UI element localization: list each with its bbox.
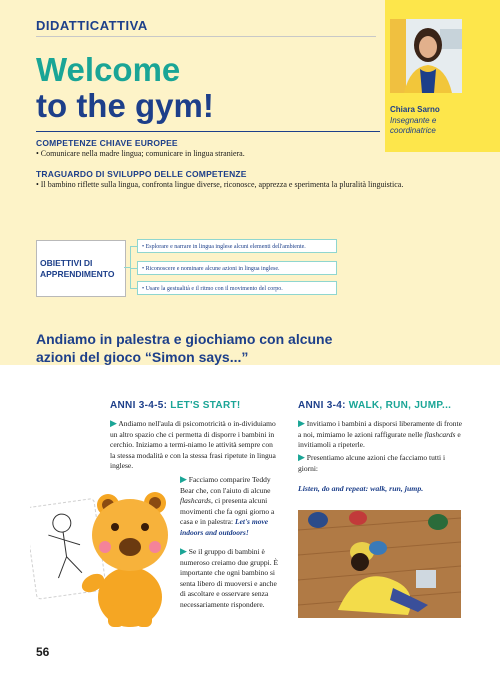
teddy-bear-icon: [30, 485, 185, 630]
left-column-heading: [110, 400, 241, 411]
bullet-arrow-icon: ▶: [110, 418, 117, 428]
left-p2a-text: Facciamo comparire Teddy Bear che, con l'aiuto di alcune: [180, 475, 271, 495]
obiettivi-connector-3: [130, 288, 137, 289]
page-number: 56: [36, 645, 50, 659]
gym-photo: [298, 510, 461, 618]
left-p1-text: Andiamo nell'aula di psicomotricità o in-dividuiamo un altro spazio che ci permetta di disporre i bambini in cerchio. Iniziamo a termi-niamo le attività sempre con la stessa modalità e con la stessa frasi ripetute in lingua inglese.: [110, 419, 276, 470]
bullet-arrow-icon: ▶: [298, 452, 305, 462]
right-p1-flashcards: flashcards: [424, 429, 456, 439]
obiettivi-connector-1: [130, 246, 137, 247]
right-heading-prefix: ANNI 3-4:: [298, 400, 349, 411]
teacher-photo: [390, 19, 462, 93]
left-p2-quote: Let's move indoors and outdoors!: [180, 517, 269, 537]
left-paragraph-1: [110, 418, 280, 472]
teacher-role: Insegnante e coordinatrice: [390, 116, 437, 135]
left-heading-suffix: LET'S START!: [170, 400, 241, 411]
bullet-arrow-icon: ▶: [180, 474, 187, 484]
listen-phrase: Listen, do and repeat: walk, run, jump.: [298, 484, 424, 493]
obiettivi-label: [40, 258, 114, 280]
bullet-arrow-icon: ▶: [180, 546, 187, 556]
activity-subtitle: Andiamo in palestra e giochiamo con alcune azioni del gioco “Simon says...”: [36, 331, 333, 365]
left-paragraph-2: [180, 474, 280, 538]
teacher-name: Chiara Sarno: [390, 105, 440, 114]
left-heading-prefix: ANNI 3-4-5:: [110, 400, 171, 411]
right-paragraph-2: [298, 452, 463, 474]
obiettivi-item: • Esplorare e narrare in lingua inglese alcuni elementi dell'ambiente.: [137, 239, 337, 253]
obiettivi-label-line2: APPRENDIMENTO: [40, 269, 115, 279]
page-title: [36, 52, 214, 124]
right-p1a-text: Invitiamo i bambini a disporsi liberamente di fronte a noi, mimiamo le azioni raffigurate nelle: [298, 419, 462, 439]
left-p2b-text: , ci presenta alcuni movimenti che fa ogni giorno a casa e in palestra:: [180, 496, 275, 526]
obiettivi-connector-2: [130, 268, 137, 269]
page-title-line1: Welcome: [36, 51, 181, 88]
teacher-photo-image: [390, 19, 462, 93]
section-divider: [36, 131, 380, 132]
left-p2-flashcards: flashcards: [180, 496, 211, 505]
bullet-arrow-icon: ▶: [298, 418, 305, 428]
gym-photo-image: [298, 510, 461, 618]
brand-label: DIDATTICATTIVA: [36, 18, 148, 33]
traguardo-text: • Il bambino riflette sulla lingua, confronta lingue diverse, riconosce, apprezza e sperimenta la pluralità linguistica.: [36, 180, 404, 189]
left-p3-text: Se il gruppo di bambini è numeroso creiamo due gruppi. È importante che ogni bambino si senta libero di muoversi e anche di ascoltare e osservare senza necessariamente rispondere.: [180, 547, 279, 609]
obiettivi-item: • Riconoscere e nominare alcune azioni in lingua inglese.: [137, 261, 337, 275]
traguardo-heading: TRAGUARDO DI SVILUPPO DELLE COMPETENZE: [36, 169, 247, 179]
left-paragraph-3: [180, 546, 280, 610]
right-column-heading: [298, 400, 451, 411]
competenze-text: • Comunicare nella madre lingua; comunicare in lingua straniera.: [36, 149, 245, 158]
right-p1b-text: e invitiamoli a ripeterle.: [298, 429, 461, 449]
competenze-heading: COMPETENZE CHIAVE EUROPEE: [36, 138, 178, 148]
teddy-bear-illustration: [30, 485, 185, 630]
obiettivi-item: • Usare la gestualità e il ritmo con il movimento del corpo.: [137, 281, 337, 295]
right-p2-text: Presentiamo alcune azioni che facciamo tutti i giorni:: [298, 453, 446, 473]
obiettivi-label-line1: OBIETTIVI DI: [40, 258, 93, 268]
obiettivi-connector-vertical: [130, 246, 131, 288]
right-heading-suffix: WALK, RUN, JUMP...: [348, 400, 452, 411]
right-paragraph-1: [298, 418, 463, 451]
page-title-line2: to the gym!: [36, 87, 214, 124]
brand-divider: [36, 36, 376, 37]
